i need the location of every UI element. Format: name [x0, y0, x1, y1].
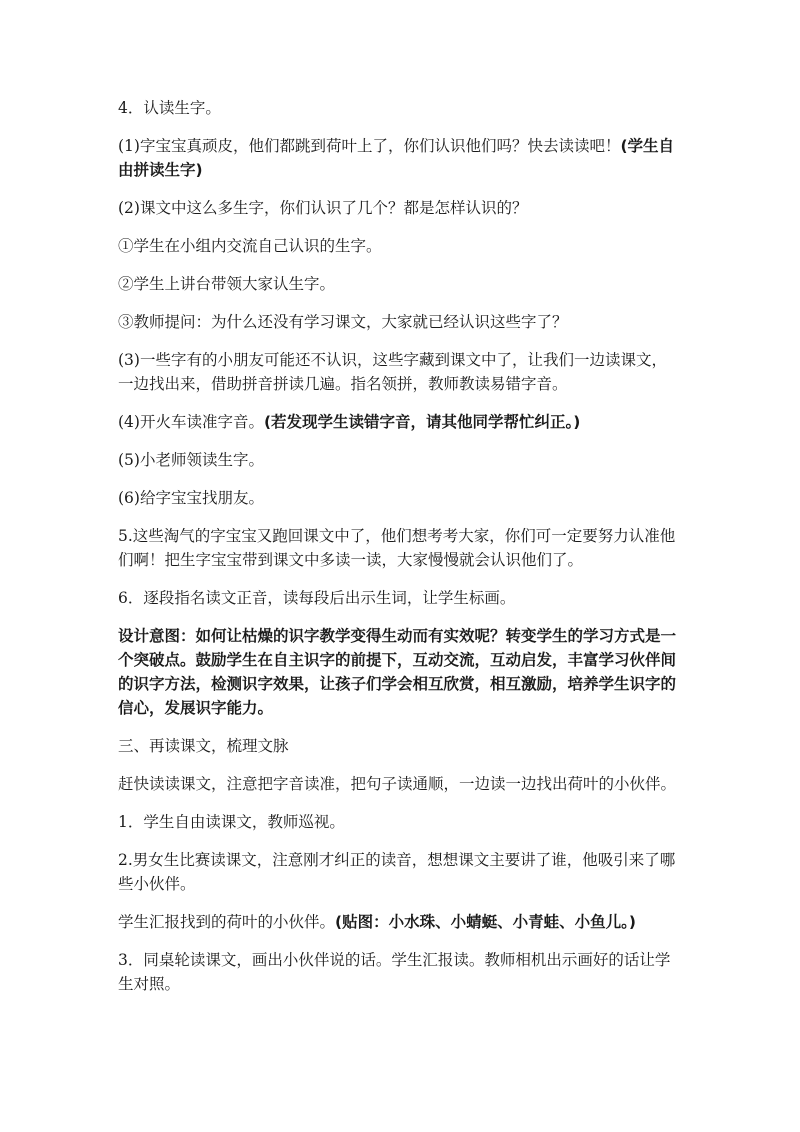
paragraph-step-3: 3．同桌轮读课文，画出小伙伴说的话。学生汇报读。教师相机出示画好的话让学生对照。: [118, 951, 671, 993]
paragraph-intro: 赶快读读课文，注意把字音读准，把句子读通顺，一边读一边找出荷叶的小伙伴。: [118, 775, 677, 793]
paragraph-4-title: 4．认读生字。: [118, 99, 221, 117]
paragraph-4-2-a: ①学生在小组内交流自己认识的生字。: [118, 237, 382, 255]
paragraph-4-4: [118, 410, 682, 434]
design-intent: 设计意图：如何让枯燥的识字教学变得生动而有实效呢？转变学生的学习方式是一个突破点。鼓励学生在自主识字的前提下，互动交流，互动启发，丰富学习伙伴间的识字方法，检测识字效果，让孩子们学会相互欣赏，相互激励，培养学生识字的信心，发展识字能力。: [118, 627, 677, 717]
bold-note: (贴图：小水珠、小蜻蜓、小青蛙、小鱼儿。): [335, 913, 636, 931]
paragraph-step-2: 2.男女生比赛读课文，注意刚才纠正的读音，想想课文主要讲了谁，他吸引来了哪些小伙伴。: [118, 851, 676, 893]
paragraph-4-1: [118, 134, 682, 182]
paragraph-6: 6．逐段指名读文正音，读每段后出示生词，让学生标画。: [118, 589, 516, 607]
paragraph-report: [118, 910, 682, 934]
paragraph-4-2-b: ②学生上讲台带领大家认生字。: [118, 275, 336, 293]
paragraph-4-5: (5)小老师领读生字。: [118, 451, 264, 469]
paragraph-4-2: (2)课文中这么多生字，你们认识了几个？都是怎样认识的？: [118, 199, 528, 217]
paragraph-text: (1)字宝宝真顽皮，他们都跳到荷叶上了，你们认识他们吗？快去读读吧！: [118, 137, 621, 155]
paragraph-4-2-c: ③教师提问：为什么还没有学习课文，大家就已经认识这些字了？: [118, 313, 568, 331]
paragraph-text: (4)开火车读准字音。: [118, 413, 264, 431]
paragraph-text: 学生汇报找到的荷叶的小伙伴。: [118, 913, 336, 931]
paragraph-4-6: (6)给字宝宝找朋友。: [118, 489, 264, 507]
paragraph-4-3: (3)一些字有的小朋友可能还不认识，这些字藏到课文中了，让我们一边读课文，一边找出来，借助拼音拼读几遍。指名领拼，教师教读易错字音。: [118, 351, 667, 393]
section-heading-3: 三、再读课文，梳理文脉: [118, 737, 289, 755]
bold-note: (若发现学生读错字音，请其他同学帮忙纠正。): [263, 413, 581, 431]
paragraph-step-1: 1．学生自由读课文，教师巡视。: [118, 813, 345, 831]
bold-note: (学生自由拼读生字): [118, 137, 675, 179]
paragraph-5: 5.这些淘气的字宝宝又跑回课文中了，他们想考考大家，你们可一定要努力认准他们啊！把生字宝宝带到课文中多读一读，大家慢慢就会认识他们了。: [118, 527, 676, 569]
